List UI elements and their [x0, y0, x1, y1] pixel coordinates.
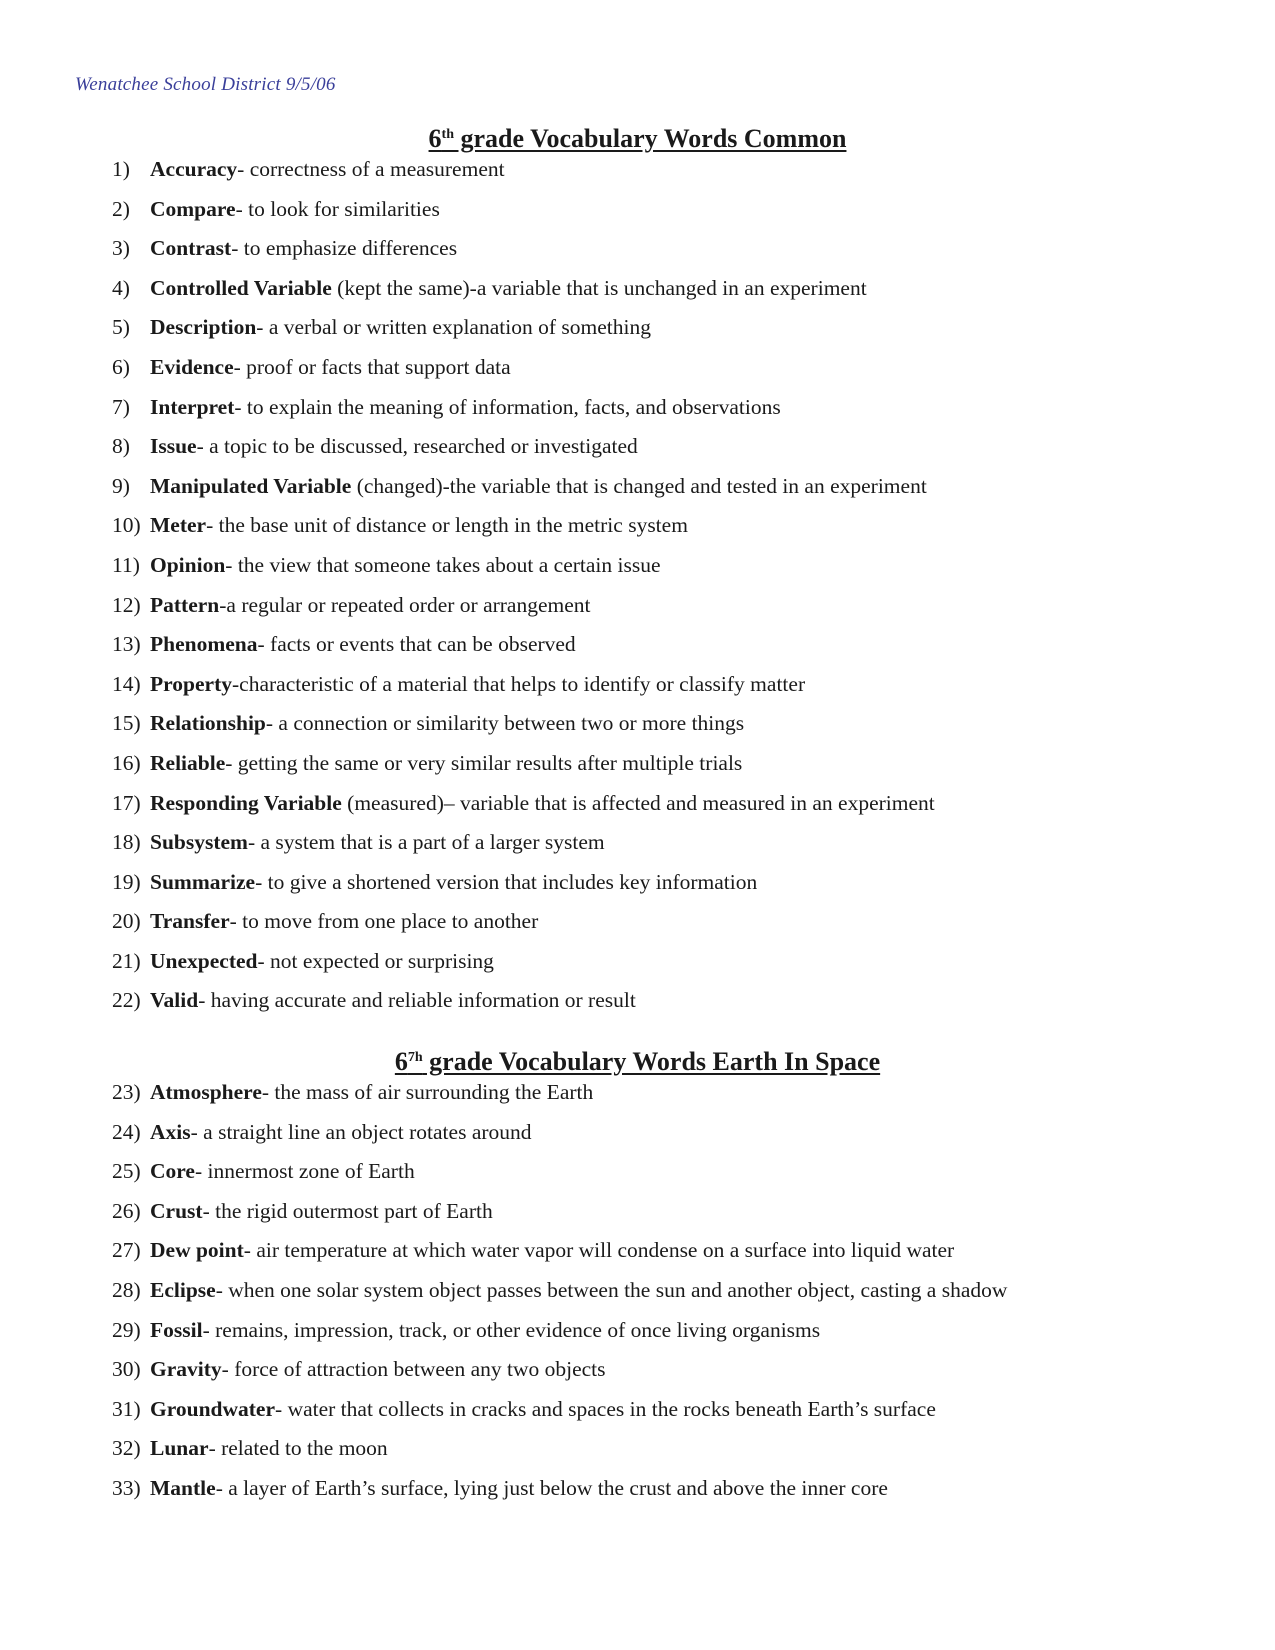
- item-definition: - innermost zone of Earth: [194, 1159, 415, 1184]
- item-term: Description: [150, 315, 257, 340]
- item-definition: - correctness of a measurement: [237, 157, 505, 181]
- item-term: Opinion: [150, 552, 226, 577]
- item-definition: - the mass of air surrounding the Earth: [261, 1080, 594, 1104]
- item-number: 19): [112, 869, 141, 894]
- list-item: [112, 710, 1212, 750]
- item-number: 23): [112, 1080, 141, 1104]
- list-item: [112, 1237, 1212, 1277]
- item-term: Crust: [150, 1198, 203, 1223]
- item-term: Contrast: [150, 236, 232, 261]
- item-number: 6): [112, 354, 130, 379]
- item-term: Core: [150, 1159, 195, 1184]
- item-term: Issue: [150, 434, 197, 459]
- list-item: [112, 433, 1212, 473]
- item-definition: (measured)– variable that is affected and measured in an experiment: [341, 790, 935, 815]
- list-item: [112, 790, 1212, 830]
- item-term: Valid: [150, 988, 199, 1013]
- item-number: 33): [112, 1475, 141, 1500]
- header-note: Wenatchee School District 9/5/06: [75, 74, 336, 95]
- item-number: 29): [112, 1317, 141, 1342]
- list-item: [112, 1277, 1212, 1317]
- item-number: 17): [112, 790, 141, 815]
- item-number: 14): [112, 671, 141, 696]
- item-definition: - to move from one place to another: [229, 909, 539, 934]
- item-definition: - having accurate and reliable information or result: [198, 988, 636, 1013]
- item-number: 25): [112, 1159, 141, 1184]
- item-number: 13): [112, 632, 141, 657]
- title-grade-suffix: 7h: [407, 1050, 423, 1065]
- item-term: Axis: [150, 1119, 191, 1144]
- item-number: 24): [112, 1119, 141, 1144]
- list-item: [112, 196, 1212, 236]
- item-number: 22): [112, 988, 141, 1013]
- list-item: [112, 869, 1212, 909]
- item-number: 3): [112, 236, 130, 261]
- item-number: 31): [112, 1396, 141, 1421]
- list-item: [112, 1396, 1212, 1436]
- list-item: [112, 1119, 1212, 1159]
- list-item: [112, 948, 1212, 988]
- title-grade-number: 6: [428, 124, 442, 153]
- vocab-list-earth-in-space: [112, 1079, 1212, 1515]
- list-item: [112, 314, 1212, 354]
- title-grade-number: 6: [394, 1047, 408, 1076]
- item-term: Phenomena: [150, 632, 258, 657]
- item-definition: (changed)-the variable that is changed and tested in an experiment: [351, 473, 927, 498]
- item-term: Evidence: [150, 354, 234, 379]
- item-definition: - force of attraction between any two objects: [221, 1357, 606, 1382]
- item-definition: -a regular or repeated order or arrangement: [219, 592, 591, 617]
- item-term: Gravity: [150, 1357, 222, 1382]
- section-title-earth-in-space: [0, 1047, 1275, 1077]
- item-term: Summarize: [150, 869, 256, 894]
- item-term: Mantle: [150, 1475, 216, 1500]
- item-number: 4): [112, 275, 130, 300]
- list-item: [112, 354, 1212, 394]
- item-definition: (kept the same)-a variable that is unchanged in an experiment: [331, 275, 867, 300]
- item-definition: - a system that is a part of a larger system: [247, 830, 605, 855]
- item-term: Reliable: [150, 750, 226, 775]
- item-definition: - a connection or similarity between two or more things: [265, 711, 745, 736]
- list-item: [112, 552, 1212, 592]
- item-definition: - to look for similarities: [235, 196, 440, 221]
- item-term: Pattern: [150, 592, 220, 617]
- item-definition: - a layer of Earth’s surface, lying just below the crust and above the inner core: [215, 1475, 888, 1500]
- item-term: Interpret: [150, 394, 235, 419]
- item-definition: - when one solar system object passes between the sun and another object, casting a shadow: [215, 1277, 1008, 1302]
- item-number: 15): [112, 711, 141, 736]
- item-definition: - proof or facts that support data: [233, 354, 511, 379]
- title-text: grade Vocabulary Words Common: [454, 124, 847, 153]
- list-item: [112, 671, 1212, 711]
- item-number: 10): [112, 513, 141, 538]
- list-item: [112, 156, 1212, 196]
- item-definition: - a straight line an object rotates around: [190, 1119, 532, 1144]
- item-number: 9): [112, 473, 130, 498]
- item-definition: - air temperature at which water vapor will condense on a surface into liquid water: [243, 1238, 955, 1263]
- item-definition: - not expected or surprising: [257, 948, 494, 973]
- item-definition: - to emphasize differences: [231, 236, 458, 261]
- list-item: [112, 1198, 1212, 1238]
- list-item: [112, 1435, 1212, 1475]
- item-definition: - the base unit of distance or length in the metric system: [206, 513, 688, 538]
- item-definition: - remains, impression, track, or other evidence of once living organisms: [202, 1317, 821, 1342]
- item-term: Property: [150, 671, 232, 696]
- item-term: Atmosphere: [150, 1080, 262, 1104]
- item-number: 5): [112, 315, 130, 340]
- item-definition: - to give a shortened version that includes key information: [255, 869, 758, 894]
- item-number: 2): [112, 196, 130, 221]
- item-term: Manipulated Variable: [150, 473, 352, 498]
- item-number: 18): [112, 830, 141, 855]
- item-definition: - related to the moon: [208, 1436, 388, 1461]
- list-item: [112, 1158, 1212, 1198]
- list-item: [112, 512, 1212, 552]
- item-number: 20): [112, 909, 141, 934]
- item-term: Lunar: [150, 1436, 209, 1461]
- vocab-list-common: [112, 156, 1212, 1027]
- item-term: Groundwater: [150, 1396, 276, 1421]
- list-item: [112, 1475, 1212, 1515]
- item-term: Responding Variable: [150, 790, 342, 815]
- item-definition: - to explain the meaning of information, facts, and observations: [234, 394, 781, 419]
- item-number: 16): [112, 750, 141, 775]
- list-item: [112, 1356, 1212, 1396]
- item-term: Accuracy: [150, 157, 238, 181]
- item-number: 8): [112, 434, 130, 459]
- list-item: [112, 473, 1212, 513]
- list-item: [112, 275, 1212, 315]
- item-number: 27): [112, 1238, 141, 1263]
- item-term: Dew point: [150, 1238, 244, 1263]
- item-definition: - the view that someone takes about a certain issue: [225, 552, 661, 577]
- list-item: [112, 631, 1212, 671]
- item-term: Subsystem: [150, 830, 248, 855]
- item-number: 30): [112, 1357, 141, 1382]
- item-term: Transfer: [150, 909, 230, 934]
- title-grade-suffix: th: [441, 127, 454, 142]
- section-title-common: [0, 124, 1275, 154]
- item-term: Controlled Variable: [150, 275, 332, 300]
- item-term: Eclipse: [150, 1277, 216, 1302]
- list-item: [112, 1079, 1212, 1119]
- item-definition: - a verbal or written explanation of something: [256, 315, 651, 340]
- item-number: 21): [112, 948, 141, 973]
- list-item: [112, 1317, 1212, 1357]
- item-number: 32): [112, 1436, 141, 1461]
- item-definition: - facts or events that can be observed: [257, 632, 576, 657]
- item-definition: - water that collects in cracks and spaces in the rocks beneath Earth’s surface: [275, 1396, 936, 1421]
- item-term: Compare: [150, 196, 236, 221]
- item-term: Unexpected: [150, 948, 258, 973]
- list-item: [112, 987, 1212, 1027]
- item-term: Meter: [150, 513, 207, 538]
- item-number: 26): [112, 1198, 141, 1223]
- item-number: 7): [112, 394, 130, 419]
- item-definition: -characteristic of a material that helps to identify or classify matter: [232, 671, 806, 696]
- item-definition: - the rigid outermost part of Earth: [202, 1198, 493, 1223]
- item-definition: - a topic to be discussed, researched or investigated: [196, 434, 638, 459]
- list-item: [112, 235, 1212, 275]
- list-item: [112, 908, 1212, 948]
- list-item: [112, 592, 1212, 632]
- item-term: Fossil: [150, 1317, 203, 1342]
- title-text: grade Vocabulary Words Earth In Space: [422, 1047, 881, 1076]
- list-item: [112, 750, 1212, 790]
- item-definition: - getting the same or very similar results after multiple trials: [225, 750, 743, 775]
- item-term: Relationship: [150, 711, 266, 736]
- item-number: 11): [112, 552, 140, 577]
- item-number: 28): [112, 1277, 141, 1302]
- item-number: 12): [112, 592, 141, 617]
- item-number: 1): [112, 157, 130, 181]
- list-item: [112, 394, 1212, 434]
- list-item: [112, 829, 1212, 869]
